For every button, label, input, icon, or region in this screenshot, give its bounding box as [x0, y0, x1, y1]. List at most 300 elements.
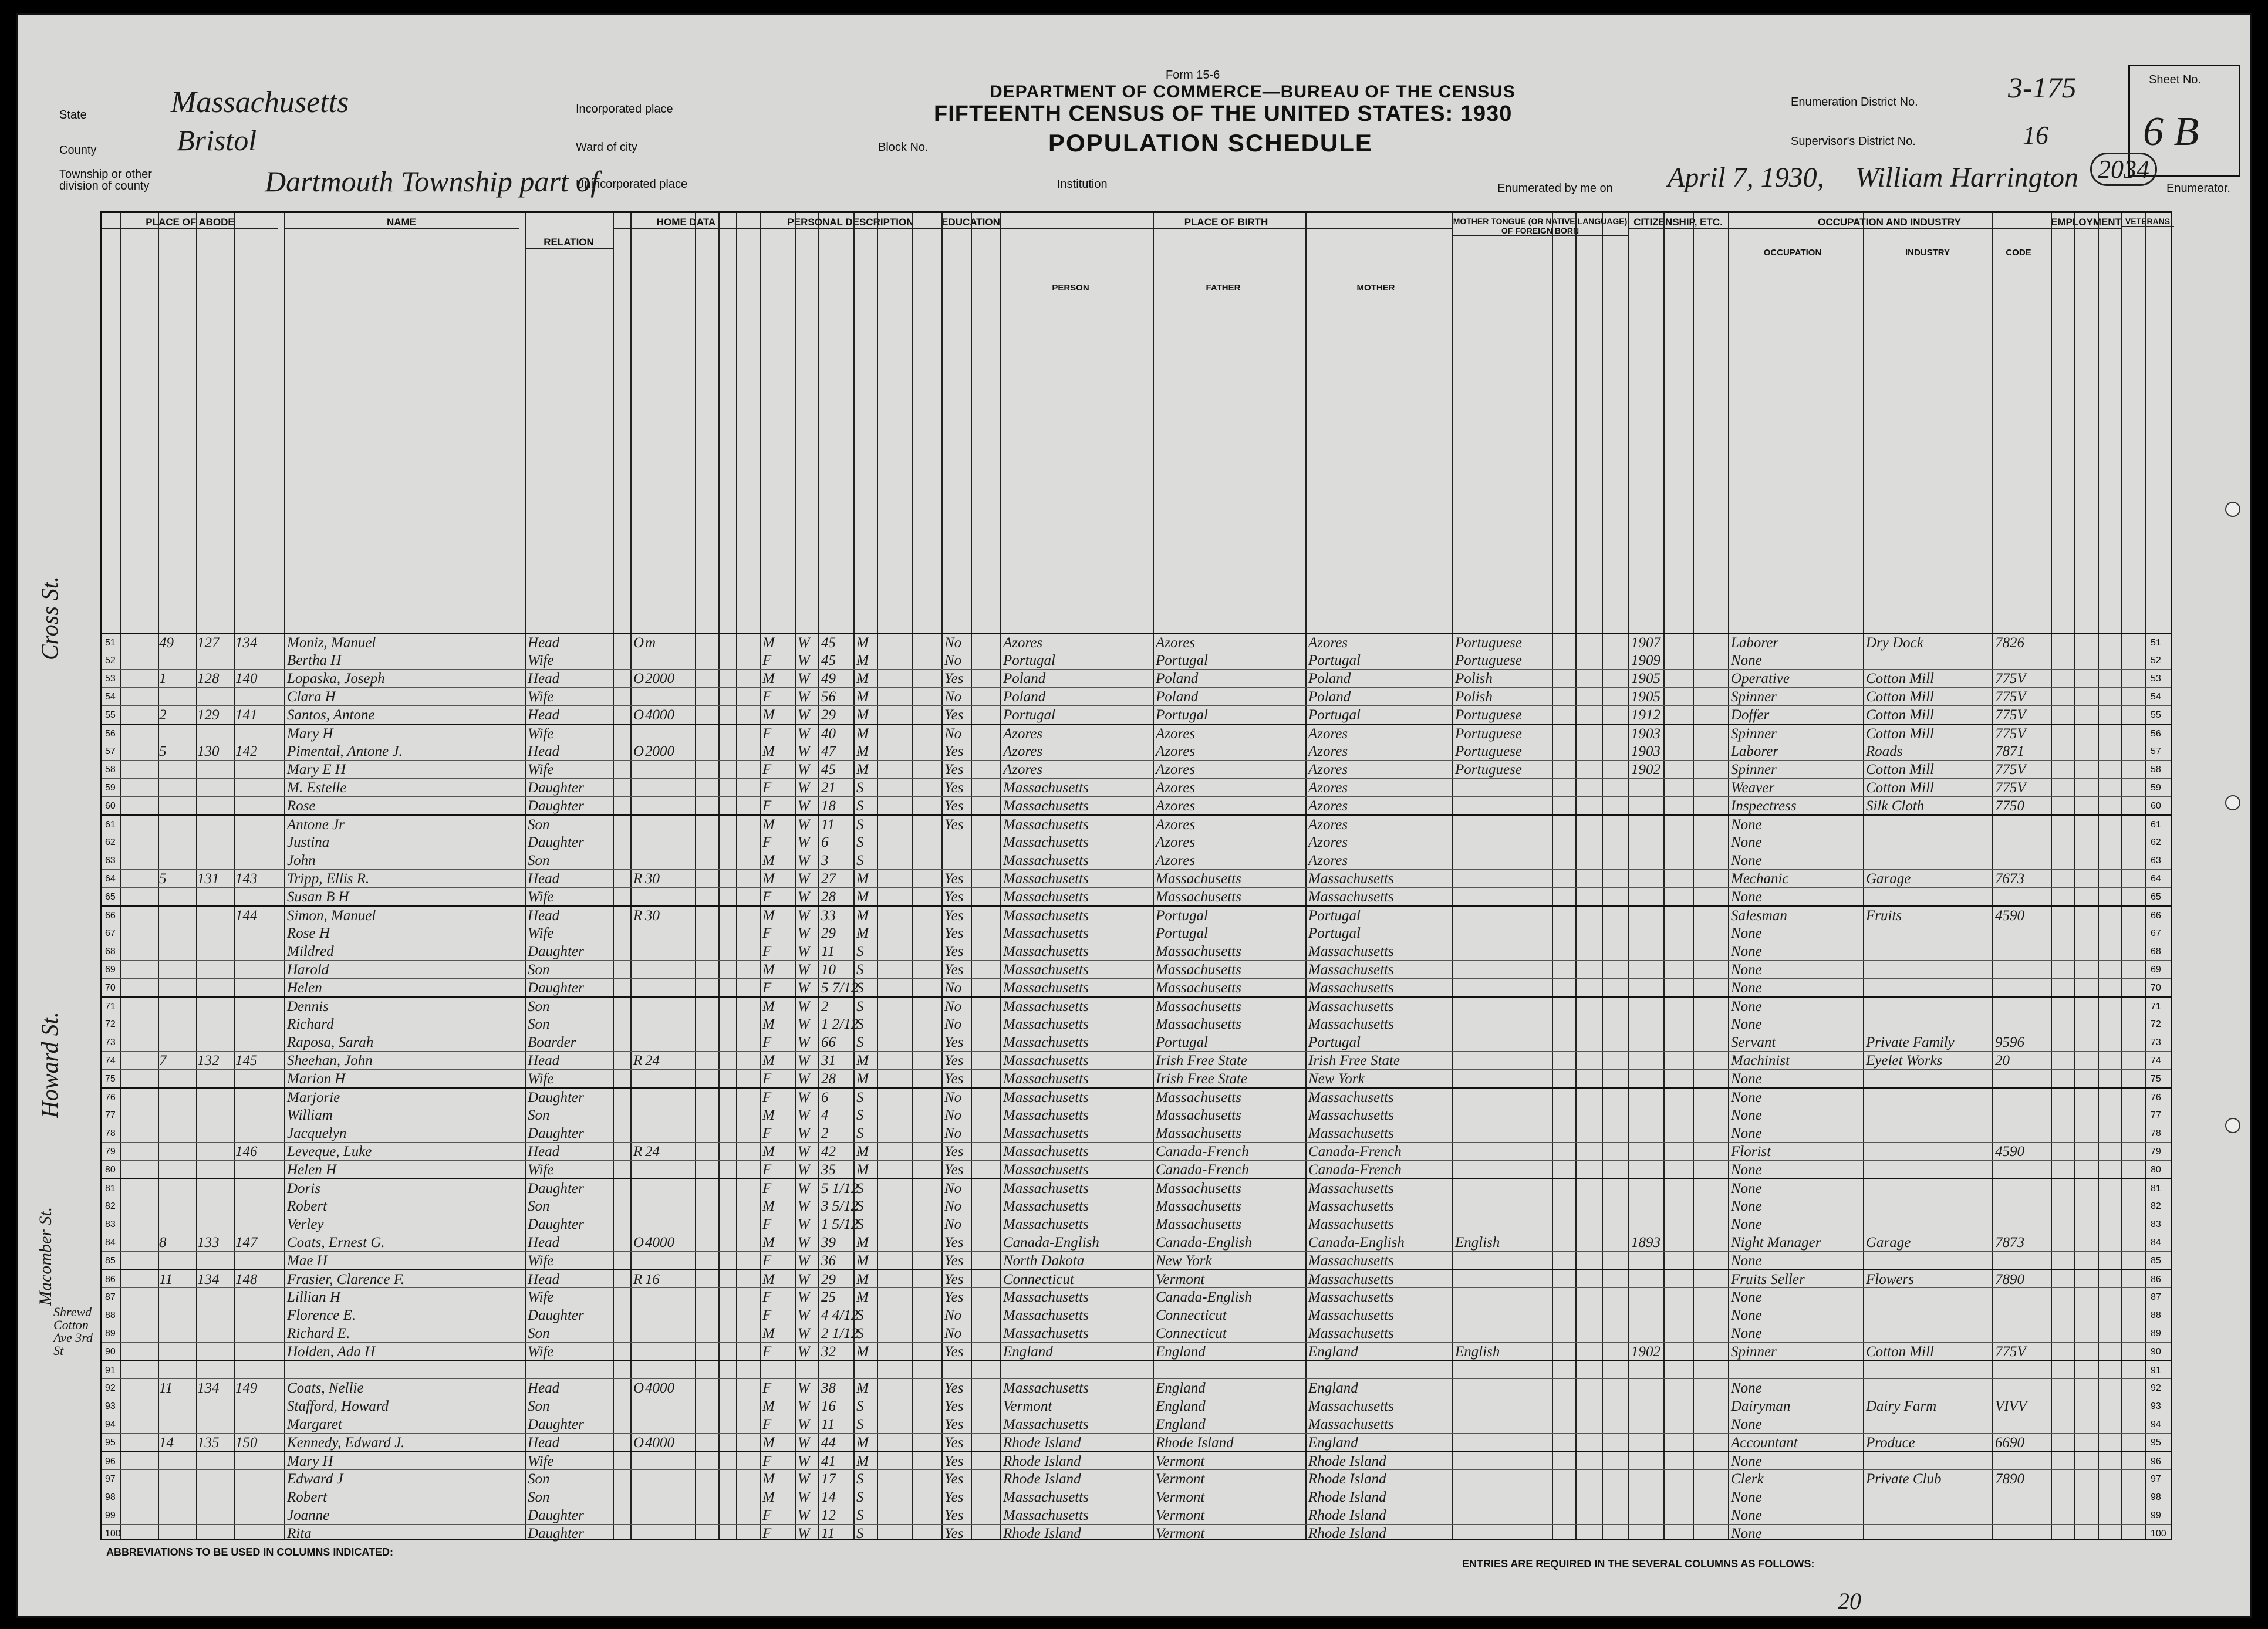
cell-rel: Head — [528, 908, 560, 924]
cell-pob: Massachusetts — [1003, 1053, 1089, 1069]
cell-race: W — [798, 1417, 810, 1432]
cell-fa: England — [1156, 1380, 1206, 1396]
cell-st — [121, 1033, 156, 1052]
line-number-right: 66 — [2151, 911, 2161, 921]
cell-fa: Massachusetts — [1156, 999, 1241, 1015]
cell-st — [121, 1070, 156, 1088]
cell-code: 7890 — [1995, 1272, 2024, 1287]
cell-code — [1995, 888, 2048, 906]
cell-fa: Portugal — [1156, 925, 1208, 941]
cell-fam — [235, 1415, 282, 1434]
cell-occ: None — [1731, 944, 1762, 959]
cell-mar: S — [856, 1090, 864, 1106]
cell-ind — [1866, 1525, 1989, 1543]
cell-yr: 1912 — [1631, 707, 1661, 723]
cell-ind — [1866, 1324, 1989, 1343]
cell-sex: F — [762, 1181, 772, 1197]
cell-st — [121, 688, 156, 706]
cell-code — [1995, 851, 2048, 870]
cell-mo: Azores — [1308, 762, 1348, 778]
cell-age: 14 — [821, 1489, 836, 1505]
cell-code: 7750 — [1995, 798, 2024, 814]
cell-dw — [197, 1324, 232, 1343]
cell-fa: Portugal — [1156, 707, 1208, 723]
cell-occ: Doffer — [1731, 707, 1770, 723]
cell-yr — [1631, 1397, 1663, 1415]
cell-ind: Dairy Farm — [1866, 1398, 1937, 1414]
cell-fa: Vermont — [1156, 1471, 1205, 1487]
cell-pob: Massachusetts — [1003, 780, 1089, 796]
cell-code: 9596 — [1995, 1035, 2024, 1050]
cell-mar: S — [856, 962, 864, 978]
cell-dw — [197, 1397, 232, 1415]
cell-val — [645, 924, 692, 942]
cell-ed: Yes — [944, 1435, 964, 1451]
line-number-right: 73 — [2151, 1037, 2161, 1047]
cell-ed: Yes — [944, 1508, 964, 1523]
cell-ed: No — [944, 1016, 962, 1032]
cell-fa: England — [1156, 1398, 1206, 1414]
cell-fa: Vermont — [1156, 1526, 1205, 1542]
cell-code: 7873 — [1995, 1235, 2024, 1251]
cell-dw — [197, 1215, 232, 1233]
cell-age: 32 — [821, 1344, 836, 1360]
cell-st — [121, 1525, 156, 1543]
cell-ed: No — [944, 1090, 962, 1106]
cell-rel: Head — [528, 743, 560, 759]
side-note-howard-st: Howard St. — [36, 1012, 63, 1118]
cell-code: 7871 — [1995, 743, 2024, 759]
cell-dw: 134 — [197, 1380, 220, 1396]
cell-race: W — [798, 689, 810, 705]
institution-label: Institution — [1057, 178, 1108, 191]
cell-hn — [159, 998, 194, 1016]
cell-yr — [1631, 1089, 1663, 1107]
cell-mo: Massachusetts — [1308, 944, 1394, 959]
table-row — [102, 651, 2171, 670]
cell-name: Holden, Ada H — [287, 1344, 376, 1360]
cell-fam — [235, 1343, 282, 1361]
cell-fam — [235, 1033, 282, 1052]
table-row — [102, 1069, 2171, 1088]
cell-mo: Rhode Island — [1308, 1526, 1386, 1542]
cell-mo: Poland — [1308, 671, 1351, 687]
cell-ed: Yes — [944, 1144, 964, 1160]
cell-ind — [1866, 979, 1989, 997]
line-number-right: 91 — [2151, 1366, 2161, 1375]
colhead-person: PERSON — [1052, 283, 1089, 293]
cell-mar: S — [856, 1471, 864, 1487]
cell-sex: F — [762, 726, 772, 742]
cell-occ: Florist — [1731, 1144, 1771, 1160]
line-number-right: 98 — [2151, 1492, 2161, 1502]
cell-fam — [235, 833, 282, 851]
cell-rn: 72 — [105, 1019, 116, 1029]
cell-dw — [197, 907, 232, 925]
enumerated-label: Enumerated by me on — [1497, 182, 1613, 195]
cell-fa: Connecticut — [1156, 1326, 1227, 1341]
cell-yr — [1631, 1506, 1663, 1525]
group-home-data: HOME DATA — [613, 217, 760, 229]
cell-val — [645, 688, 692, 706]
cell-own: O — [633, 671, 644, 687]
table-row — [102, 1287, 2171, 1306]
cell-st — [121, 706, 156, 724]
cell-st — [121, 1470, 156, 1488]
unincorporated-label: Unincorporated place — [576, 178, 688, 191]
cell-sex: M — [762, 1489, 775, 1505]
cell-val: 4000 — [645, 1235, 674, 1251]
cell-ind — [1866, 1488, 1989, 1506]
cell-ind: Cotton Mill — [1866, 689, 1934, 705]
cell-rel: Boarder — [528, 1035, 576, 1050]
cell-val: 4000 — [645, 707, 674, 723]
cell-name: Mary H — [287, 726, 333, 742]
cell-rn: 87 — [105, 1292, 116, 1302]
group-place-of-birth: PLACE OF BIRTH — [1000, 217, 1452, 229]
line-number-right: 60 — [2151, 801, 2161, 811]
cell-mar: M — [856, 1380, 869, 1396]
cell-ed: Yes — [944, 871, 964, 887]
cell-ed: Yes — [944, 1272, 964, 1287]
cell-name: Marion H — [287, 1071, 346, 1087]
cell-dw — [197, 797, 232, 815]
cell-rel: Wife — [528, 726, 554, 742]
cell-dw — [197, 1179, 232, 1198]
cell-fam — [235, 1124, 282, 1143]
cell-mo: Massachusetts — [1308, 1198, 1394, 1214]
cell-ed: Yes — [944, 1162, 964, 1178]
cell-age: 25 — [821, 1289, 836, 1305]
cell-hn — [159, 961, 194, 979]
cell-mo: Azores — [1308, 798, 1348, 814]
cell-st — [121, 942, 156, 961]
cell-rel: Daughter — [528, 1181, 584, 1197]
cell-dw: 131 — [197, 871, 220, 887]
cell-name: Florence E. — [287, 1307, 356, 1323]
cell-name — [287, 1361, 522, 1380]
cell-ed: No — [944, 726, 962, 742]
cell-sex: M — [762, 871, 775, 887]
cell-fam: 140 — [235, 671, 258, 687]
cell-code — [1995, 1161, 2048, 1179]
cell-rn: 57 — [105, 746, 116, 756]
cell-yr — [1631, 907, 1663, 925]
cell-code — [1995, 942, 2048, 961]
cell-rn: 61 — [105, 820, 116, 830]
cell-name: Santos, Antone — [287, 707, 375, 723]
cell-mar: M — [856, 908, 869, 924]
cell-code — [1995, 1124, 2048, 1143]
table-row — [102, 1160, 2171, 1179]
cell-occ: None — [1731, 1417, 1762, 1432]
county-value: Bristol — [177, 124, 257, 157]
cell-age: 1 5/12 — [821, 1216, 859, 1232]
cell-ed: Yes — [944, 1053, 964, 1069]
cell-st — [121, 998, 156, 1016]
side-note-bottom: Shrewd Cotton Ave 3rd St — [53, 1304, 93, 1358]
cell-age: 11 — [821, 1417, 835, 1432]
cell-st — [121, 1415, 156, 1434]
cell-val — [645, 779, 692, 797]
line-number-right: 77 — [2151, 1110, 2161, 1120]
cell-hn — [159, 979, 194, 997]
cell-pob: Massachusetts — [1003, 944, 1089, 959]
cell-hn — [159, 1470, 194, 1488]
table-row — [102, 1197, 2171, 1215]
cell-race: W — [798, 1126, 810, 1141]
cell-rel: Daughter — [528, 944, 584, 959]
cell-yr: 1902 — [1631, 1344, 1661, 1360]
cell-mo: Massachusetts — [1308, 1253, 1394, 1269]
cell-dw — [197, 1089, 232, 1107]
cell-occ: Spinner — [1731, 689, 1777, 705]
cell-st — [121, 816, 156, 834]
cell-ed: No — [944, 1198, 962, 1214]
block-label: Block No. — [878, 141, 929, 154]
cell-lang: English — [1455, 1344, 1500, 1360]
cell-name: Pimental, Antone J. — [287, 743, 403, 759]
table-row — [102, 833, 2171, 851]
table-row — [102, 687, 2171, 706]
cell-rel: Head — [528, 1053, 560, 1069]
cell-lang — [1455, 1306, 1552, 1324]
table-row — [102, 960, 2171, 979]
line-number-right: 100 — [2151, 1529, 2166, 1539]
cell-race: W — [798, 871, 810, 887]
cell-rn: 84 — [105, 1238, 116, 1248]
cell-mar: M — [856, 653, 869, 668]
cell-sex: M — [762, 743, 775, 759]
cell-pob: Massachusetts — [1003, 1380, 1089, 1396]
table-row — [102, 1106, 2171, 1124]
cell-hn — [159, 1343, 194, 1361]
population-table — [100, 211, 2172, 1540]
cell-val — [645, 1452, 692, 1471]
cell-rn: 96 — [105, 1456, 116, 1466]
cell-mar: S — [856, 817, 864, 833]
cell-code — [1995, 998, 2048, 1016]
cell-ed: No — [944, 653, 962, 668]
cell-fa: Massachusetts — [1156, 1107, 1241, 1123]
cell-lang — [1455, 1397, 1552, 1415]
cell-fa: Vermont — [1156, 1272, 1205, 1287]
cell-hn — [159, 1015, 194, 1033]
table-row — [102, 1524, 2171, 1543]
cell-yr — [1631, 1052, 1663, 1070]
table-row — [102, 1488, 2171, 1506]
cell-hn — [159, 1288, 194, 1306]
cell-st — [121, 779, 156, 797]
cell-occ: None — [1731, 1326, 1762, 1341]
cell-rel: Son — [528, 817, 550, 833]
cell-race: W — [798, 962, 810, 978]
cell-lang — [1455, 1324, 1552, 1343]
cell-occ: Spinner — [1731, 1344, 1777, 1360]
cell-rel: Daughter — [528, 1526, 584, 1542]
cell-dw — [197, 1161, 232, 1179]
cell-mar — [856, 1361, 877, 1380]
cell-race: W — [798, 908, 810, 924]
cell-ed: No — [944, 689, 962, 705]
cell-sex: M — [762, 1144, 775, 1160]
cell-val — [645, 1525, 692, 1543]
cell-ed: Yes — [944, 1344, 964, 1360]
cell-pob: Azores — [1003, 743, 1043, 759]
cell-yr — [1631, 1015, 1663, 1033]
cell-race: W — [798, 1216, 810, 1232]
cell-ind: Produce — [1866, 1435, 1915, 1451]
cell-occ: None — [1731, 962, 1762, 978]
cell-age: 11 — [821, 817, 835, 833]
cell-race: W — [798, 944, 810, 959]
cell-dw — [197, 1470, 232, 1488]
cell-yr — [1631, 1143, 1663, 1161]
cell-pob: Massachusetts — [1003, 1071, 1089, 1087]
group-relation: RELATION — [525, 236, 613, 249]
cell-rn: 75 — [105, 1074, 116, 1084]
cell-ind — [1866, 942, 1989, 961]
township-label: Township or other division of county — [59, 168, 152, 192]
cell-sex: M — [762, 1326, 775, 1341]
cell-race: W — [798, 635, 810, 651]
cell-dw — [197, 761, 232, 779]
cell-ed: No — [944, 635, 962, 651]
cell-pob: Portugal — [1003, 653, 1055, 668]
cell-lang: Portuguese — [1455, 762, 1522, 778]
table-row — [102, 887, 2171, 906]
cell-occ: Clerk — [1731, 1471, 1764, 1487]
cell-ind: Garage — [1866, 1235, 1911, 1251]
cell-ind — [1866, 1179, 1989, 1198]
cell-lang — [1455, 942, 1552, 961]
cell-dw — [197, 1415, 232, 1434]
cell-hn — [159, 1397, 194, 1415]
cell-mo: England — [1308, 1380, 1358, 1396]
cell-age: 27 — [821, 871, 836, 887]
cell-pob: England — [1003, 1344, 1053, 1360]
cell-fam: 146 — [235, 1144, 258, 1160]
cell-occ: Spinner — [1731, 726, 1777, 742]
cell-yr — [1631, 1270, 1663, 1289]
cell-occ: Fruits Seller — [1731, 1272, 1805, 1287]
cell-hn — [159, 1106, 194, 1124]
cell-lang — [1455, 1015, 1552, 1033]
cell-fa: Irish Free State — [1156, 1071, 1247, 1087]
cell-rel: Wife — [528, 889, 554, 905]
cell-mar: M — [856, 671, 869, 687]
table-row — [102, 1433, 2171, 1452]
cell-age: 49 — [821, 671, 836, 687]
cell-lang — [1455, 924, 1552, 942]
cell-fam — [235, 1288, 282, 1306]
cell-st — [121, 1179, 156, 1198]
cell-yr — [1631, 1252, 1663, 1270]
cell-name: Rose — [287, 798, 316, 814]
cell-ind — [1866, 924, 1989, 942]
cell-ed: No — [944, 1216, 962, 1232]
cell-pob: Massachusetts — [1003, 1035, 1089, 1050]
cell-ed: Yes — [944, 743, 964, 759]
cell-occ: None — [1731, 1126, 1762, 1141]
cell-occ: Salesman — [1731, 908, 1787, 924]
cell-ind — [1866, 1452, 1989, 1471]
cell-occ: None — [1731, 889, 1762, 905]
cell-occ: Servant — [1731, 1035, 1776, 1050]
cell-ed: No — [944, 1126, 962, 1141]
line-number-right: 68 — [2151, 947, 2161, 957]
cell-rn: 64 — [105, 874, 116, 884]
cell-fa: Massachusetts — [1156, 1090, 1241, 1106]
cell-ed: Yes — [944, 780, 964, 796]
cell-dw — [197, 1070, 232, 1088]
cell-mar: S — [856, 1216, 864, 1232]
cell-pob: Azores — [1003, 635, 1043, 651]
cell-lang — [1455, 1179, 1552, 1198]
cell-val — [645, 1015, 692, 1033]
cell-fam: 141 — [235, 707, 258, 723]
cell-ed: Yes — [944, 671, 964, 687]
cell-code — [1995, 816, 2048, 834]
cell-name: Stafford, Howard — [287, 1398, 389, 1414]
cell-sex: M — [762, 671, 775, 687]
cell-age: 2 — [821, 1126, 829, 1141]
cell-fa: England — [1156, 1344, 1206, 1360]
cell-fam: 145 — [235, 1053, 258, 1069]
cell-yr — [1631, 870, 1663, 888]
cell-yr — [1631, 888, 1663, 906]
cell-fa: Massachusetts — [1156, 1016, 1241, 1032]
cell-code — [1995, 833, 2048, 851]
cell-lang — [1455, 1525, 1552, 1543]
cell-lang — [1455, 979, 1552, 997]
cell-ind — [1866, 888, 1989, 906]
cell-dw — [197, 1361, 232, 1380]
cell-age: 6 — [821, 834, 829, 850]
cell-rel: Wife — [528, 653, 554, 668]
cell-occ: None — [1731, 1090, 1762, 1106]
cell-hn — [159, 1197, 194, 1215]
cell-mo: Rhode Island — [1308, 1508, 1386, 1523]
cell-age: 38 — [821, 1380, 836, 1396]
cell-lang — [1455, 1124, 1552, 1143]
cell-dw — [197, 1033, 232, 1052]
cell-lang — [1455, 961, 1552, 979]
form-number: Form 15-6 — [1166, 69, 1220, 82]
cell-ind — [1866, 1070, 1989, 1088]
cell-occ: Dairyman — [1731, 1398, 1791, 1414]
cell-val — [645, 851, 692, 870]
cell-val — [645, 998, 692, 1016]
cell-ind: Flowers — [1866, 1272, 1914, 1287]
cell-name: Edward J — [287, 1471, 343, 1487]
table-row — [102, 942, 2171, 961]
cell-rel: Daughter — [528, 1216, 584, 1232]
line-number-right: 71 — [2151, 1002, 2161, 1012]
line-number-right: 84 — [2151, 1238, 2161, 1248]
cell-ind: Private Family — [1866, 1035, 1955, 1050]
cell-fam: 142 — [235, 743, 258, 759]
cell-mo: Massachusetts — [1308, 1326, 1394, 1341]
cell-fa: Azores — [1156, 834, 1196, 850]
cell-pob: Rhode Island — [1003, 1526, 1081, 1542]
cell-ed: Yes — [944, 1471, 964, 1487]
cell-occ: None — [1731, 1289, 1762, 1305]
cell-rel: Head — [528, 707, 560, 723]
cell-fam — [235, 961, 282, 979]
cell-sex: F — [762, 1307, 772, 1323]
cell-race: W — [798, 1016, 810, 1032]
